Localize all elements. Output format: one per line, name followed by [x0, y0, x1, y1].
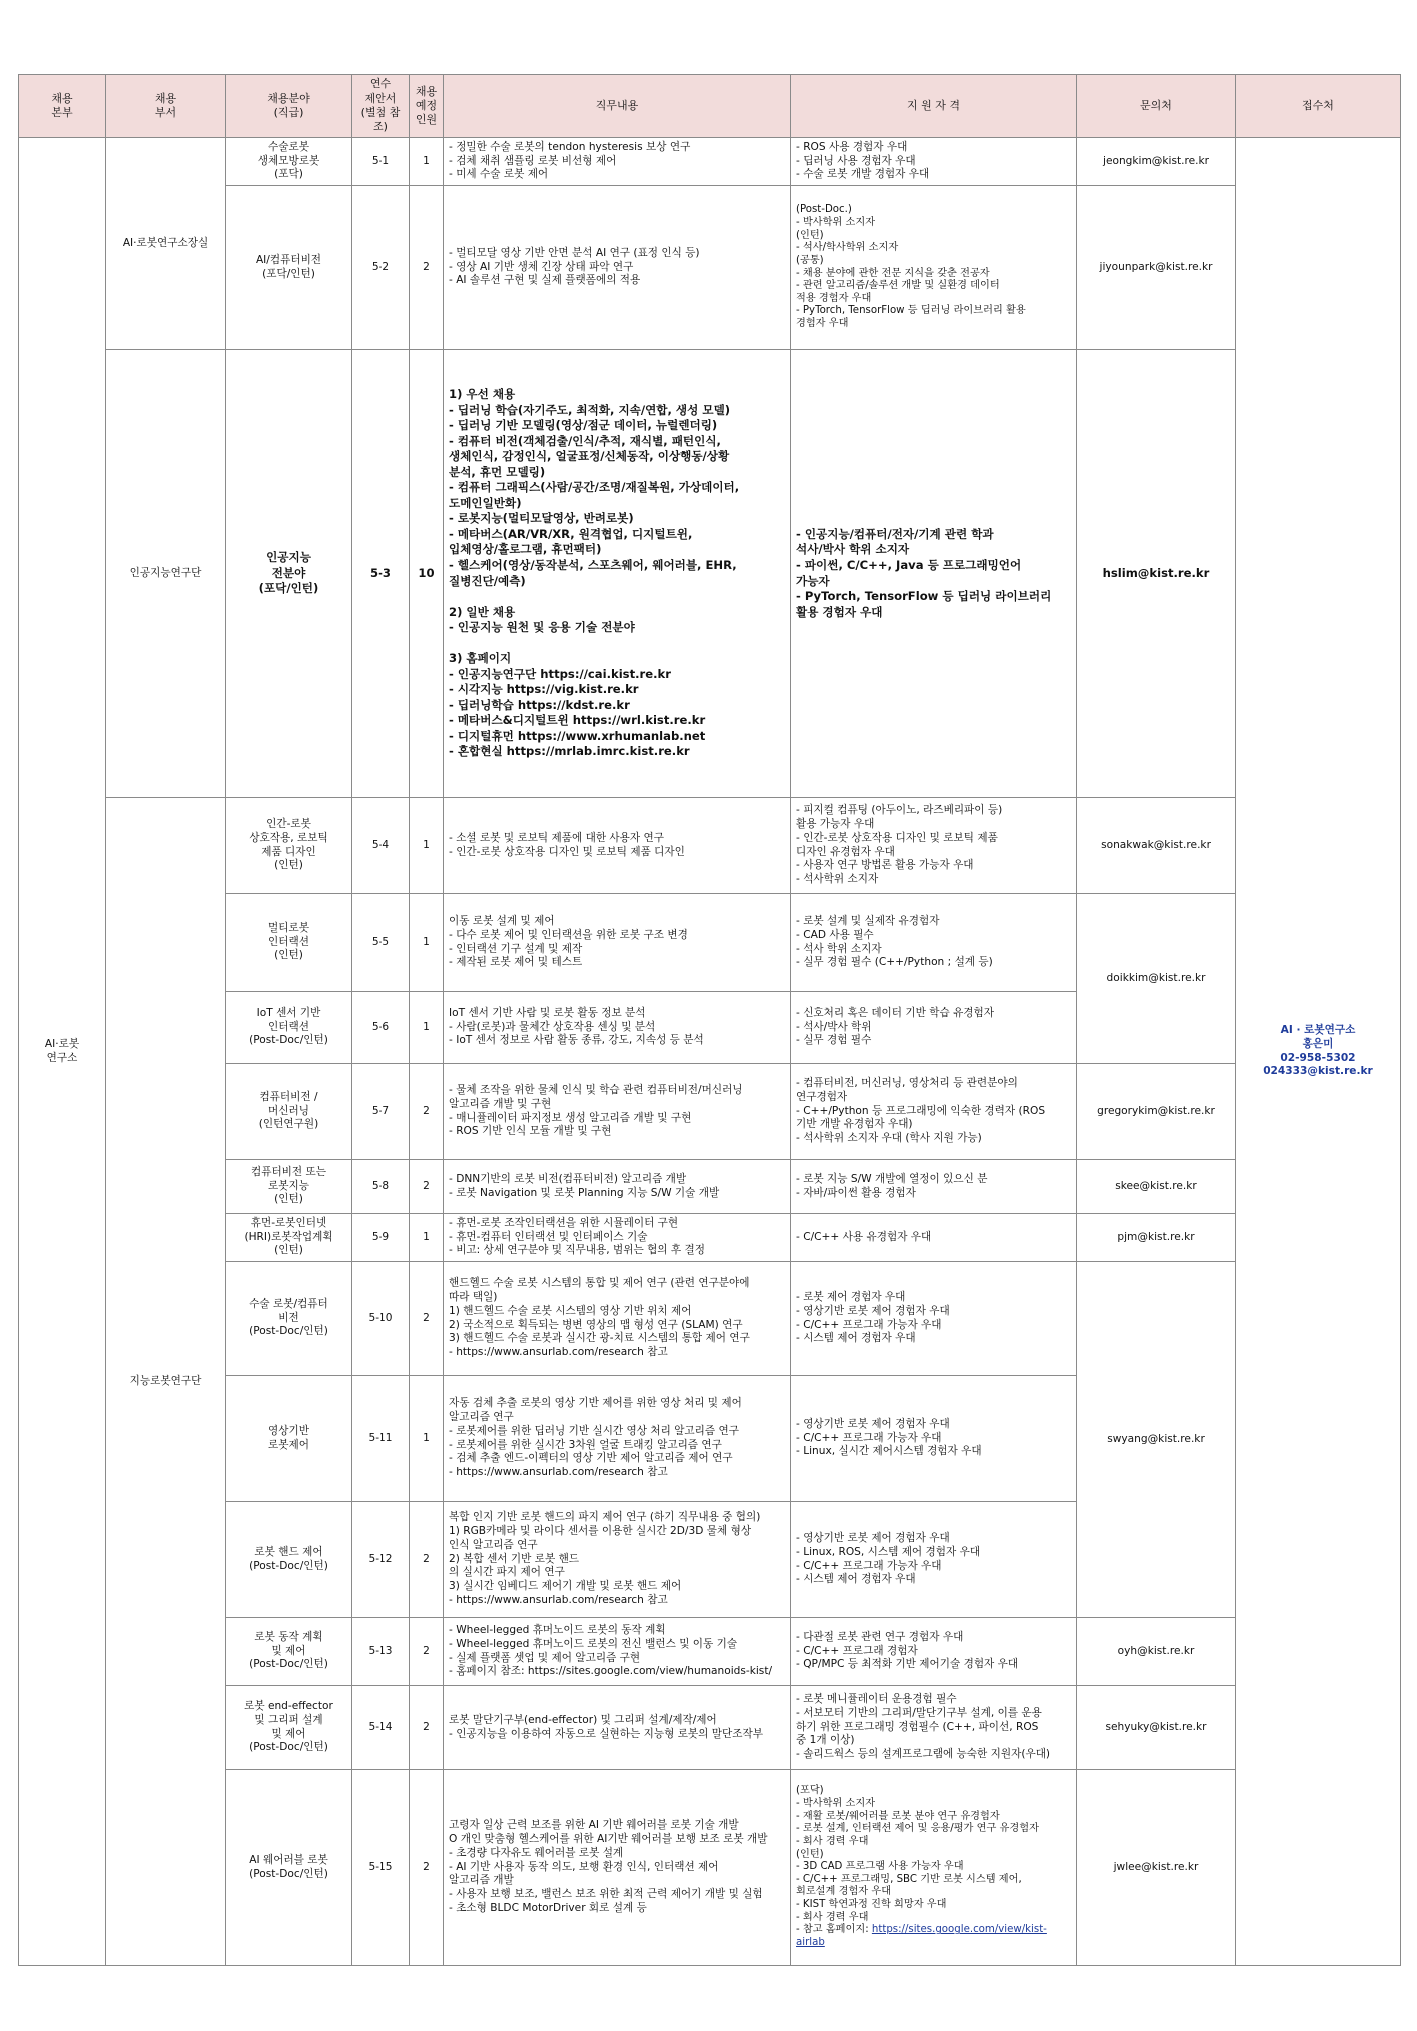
- headcount-cell: 1: [410, 1214, 444, 1262]
- table-row: [19, 1618, 1401, 1686]
- proposal-cell: 5-10: [352, 1262, 410, 1376]
- duties-cell: - 휴먼-로봇 조작인터랙션을 위한 시뮬레이터 구현 - 휴먼-컴퓨터 인터랙션 및 인터페이스 기술 - 비고: 상세 연구분야 및 직무내용, 범위는 협의 후 결정: [444, 1214, 791, 1262]
- qualifications-cell: - 다관절 로봇 관련 연구 경험자 우대 - C/C++ 프로그래 경험자 - QP/MPC 등 최적화 기반 제어기술 경험자 우대: [791, 1618, 1077, 1686]
- field-cell: 로봇 end-effector 및 그리퍼 설계 및 제어 (Post-Doc/인턴): [226, 1686, 352, 1770]
- qualifications-cell: [791, 1770, 1077, 1966]
- proposal-cell: 5-4: [352, 798, 410, 894]
- field-cell: 멀티로봇 인터랙션 (인턴): [226, 894, 352, 992]
- duties-cell: - 소셜 로봇 및 로보틱 제품에 대한 사용자 연구 - 인간-로봇 상호작용 디자인 및 로보틱 제품 디자인: [444, 798, 791, 894]
- header-field: 채용분야 (직급): [226, 75, 352, 138]
- headcount-cell: 2: [410, 1064, 444, 1160]
- table-row: [19, 350, 1401, 798]
- contact-email[interactable]: pjm@kist.re.kr: [1077, 1214, 1236, 1262]
- table-row: [19, 1214, 1401, 1262]
- table-row: [19, 186, 1401, 350]
- qualifications-cell: - 컴퓨터비전, 머신러닝, 영상처리 등 관련분야의 연구경험자 - C++/Python 등 프로그래밍에 익숙한 경력자 (ROS 기반 개발 유경험자 우대) - 석사학위 소지자 우대 (학사 지원 가능): [791, 1064, 1077, 1160]
- headcount-cell: 2: [410, 1160, 444, 1214]
- contact-email[interactable]: swyang@kist.re.kr: [1077, 1262, 1236, 1618]
- header-division: 채용 본부: [19, 75, 106, 138]
- qualifications-cell: - 인공지능/컴퓨터/전자/기계 관련 학과 석사/박사 학위 소지자 - 파이썬, C/C++, Java 등 프로그래밍언어 가능자 - PyTorch, TensorFlow 등 딥러닝 라이브러리 활용 경험자 우대: [791, 350, 1077, 798]
- header-qualifications: 지 원 자 격: [791, 75, 1077, 138]
- field-cell: 컴퓨터비전 / 머신러닝 (인턴연구원): [226, 1064, 352, 1160]
- header-contact: 문의처: [1077, 75, 1236, 138]
- headcount-cell: 1: [410, 1376, 444, 1502]
- header-headcount: 채용 예정 인원: [410, 75, 444, 138]
- headcount-cell: 2: [410, 186, 444, 350]
- table-row: [19, 1262, 1401, 1376]
- table-row: [19, 138, 1401, 186]
- qualifications-cell: - 로봇 제어 경험자 우대 - 영상기반 로봇 제어 경험자 우대 - C/C++ 프로그래 가능자 우대 - 시스템 제어 경험자 우대: [791, 1262, 1077, 1376]
- field-cell: 인간-로봇 상호작용, 로보틱 제품 디자인 (인턴): [226, 798, 352, 894]
- headcount-cell: 1: [410, 894, 444, 992]
- proposal-cell: 5-6: [352, 992, 410, 1064]
- reception-cell[interactable]: AI · 로봇연구소 홍은미 02-958-5302 024333@kist.re.kr: [1236, 138, 1401, 1966]
- proposal-cell: 5-2: [352, 186, 410, 350]
- qualifications-cell: - 영상기반 로봇 제어 경험자 우대 - Linux, ROS, 시스템 제어 경험자 우대 - C/C++ 프로그래 가능자 우대 - 시스템 제어 경험자 우대: [791, 1502, 1077, 1618]
- proposal-cell: 5-14: [352, 1686, 410, 1770]
- table-row: [19, 1770, 1401, 1966]
- headcount-cell: 2: [410, 1686, 444, 1770]
- duties-cell: 핸드헬드 수술 로봇 시스템의 통합 및 제어 연구 (관련 연구분야에 따라 택일) 1) 핸드헬드 수술 로봇 시스템의 영상 기반 위치 제어 2) 국소적으로 획득되는 병변 영상의 맵 형성 연구 (SLAM) 연구 3) 핸드헬드 수술 로봇과 실시간 광-치료 시스템의 통합 제어 연구 - https://www.ansurlab.com/research 참고: [444, 1262, 791, 1376]
- field-cell: 인공지능 전분야 (포닥/인턴): [226, 350, 352, 798]
- headcount-cell: 2: [410, 1618, 444, 1686]
- header-reception: 접수처: [1236, 75, 1401, 138]
- department-cell: AI·로봇연구소장실: [106, 138, 226, 350]
- contact-email[interactable]: hslim@kist.re.kr: [1077, 350, 1236, 798]
- qualifications-cell: - 로봇 지능 S/W 개발에 열정이 있으신 분 - 자바/파이썬 활용 경험자: [791, 1160, 1077, 1214]
- contact-email[interactable]: gregorykim@kist.re.kr: [1077, 1064, 1236, 1160]
- proposal-cell: 5-9: [352, 1214, 410, 1262]
- recruitment-table: [18, 74, 1401, 1966]
- contact-email[interactable]: sehyuky@kist.re.kr: [1077, 1686, 1236, 1770]
- qualifications-cell: - C/C++ 사용 유경험자 우대: [791, 1214, 1077, 1262]
- department-cell: 인공지능연구단: [106, 350, 226, 798]
- homepage-link[interactable]: https://sites.google.com/view/kist-airlab: [796, 1924, 1047, 1949]
- division-cell: AI·로봇 연구소: [19, 138, 106, 1966]
- department-cell: 지능로봇연구단: [106, 798, 226, 1966]
- duties-cell: - Wheel-legged 휴머노이드 로봇의 동작 계획 - Wheel-legged 휴머노이드 로봇의 전신 밸런스 및 이동 기술 - 실제 플랫폼 셋업 및 제어 알고리즘 구현 - 홈페이지 참조: https://sites.google.com/view/humanoids-kist/: [444, 1618, 791, 1686]
- duties-cell: 1) 우선 채용 - 딥러닝 학습(자기주도, 최적화, 지속/연합, 생성 모델) - 딥러닝 기반 모델링(영상/점군 데이터, 뉴럴렌더링) - 컴퓨터 비전(객체검출/인식/추적, 재식별, 패턴인식, 생체인식, 감정인식, 얼굴표정/신체동작, 이상행동/상황 분석, 휴먼 모델링) - 컴퓨터 그래픽스(사람/공간/조명/재질복원, 가상데이터, 도메인일반화) - 로봇지능(멀티모달영상, 반려로봇) - 메타버스(AR/VR/XR, 원격협업, 디지털트윈, 입체영상/홀로그램, 휴먼팩터) - 헬스케어(영상/동작분석, 스포츠웨어, 웨어러블, EHR, 질병진단/예측) 2) 일반 채용 - 인공지능 원천 및 응용 기술 전분야 3) 홈페이지 - 인공지능연구단 https://cai.kist.re.kr - 시각지능 https://vig.kist.re.kr - 딥러닝학습 https://kdst.re.kr - 메타버스&디지털트윈 https://wrl.kist.re.kr - 디지털휴먼 https://www.xrhumanlab.net - 혼합현실 https://mrlab.imrc.kist.re.kr: [444, 350, 791, 798]
- proposal-cell: 5-5: [352, 894, 410, 992]
- proposal-cell: 5-7: [352, 1064, 410, 1160]
- headcount-cell: 2: [410, 1770, 444, 1966]
- contact-email[interactable]: jiyounpark@kist.re.kr: [1077, 186, 1236, 350]
- proposal-cell: 5-3: [352, 350, 410, 798]
- field-cell: 로봇 동작 계획 및 제어 (Post-Doc/인턴): [226, 1618, 352, 1686]
- field-cell: 로봇 핸드 제어 (Post-Doc/인턴): [226, 1502, 352, 1618]
- field-cell: AI/컴퓨터비전 (포닥/인턴): [226, 186, 352, 350]
- headcount-cell: 1: [410, 138, 444, 186]
- header-department: 채용 부서: [106, 75, 226, 138]
- contact-email[interactable]: jwlee@kist.re.kr: [1077, 1770, 1236, 1966]
- duties-cell: 자동 검체 추출 로봇의 영상 기반 제어를 위한 영상 처리 및 제어 알고리즘 연구 - 로봇제어를 위한 딥러닝 기반 실시간 영상 처리 알고리즘 연구 - 로봇제어를 위한 실시간 3차원 얼굴 트래킹 알고리즘 연구 - 검체 추출 엔드-이펙터의 영상 기반 제어 알고리즘 제어 연구 - https://www.ansurlab.com/research 참고: [444, 1376, 791, 1502]
- field-cell: 컴퓨터비전 또는 로봇지능 (인턴): [226, 1160, 352, 1214]
- table-row: [19, 798, 1401, 894]
- field-cell: IoT 센서 기반 인터랙션 (Post-Doc/인턴): [226, 992, 352, 1064]
- headcount-cell: 1: [410, 798, 444, 894]
- headcount-cell: 2: [410, 1502, 444, 1618]
- table-row: [19, 1686, 1401, 1770]
- proposal-cell: 5-13: [352, 1618, 410, 1686]
- contact-email[interactable]: jeongkim@kist.re.kr: [1077, 138, 1236, 186]
- header-proposal: 연수 제안서 (별첨 참조): [352, 75, 410, 138]
- table-row: [19, 1064, 1401, 1160]
- proposal-cell: 5-11: [352, 1376, 410, 1502]
- field-cell: 수술로봇 생체모방로봇 (포닥): [226, 138, 352, 186]
- header-duties: 직무내용: [444, 75, 791, 138]
- duties-cell: - 정밀한 수술 로봇의 tendon hysteresis 보상 연구 - 검체 채취 샘플링 로봇 비선형 제어 - 미세 수술 로봇 제어: [444, 138, 791, 186]
- proposal-cell: 5-15: [352, 1770, 410, 1966]
- duties-cell: 복합 인지 기반 로봇 핸드의 파지 제어 연구 (하기 직무내용 중 협의) 1) RGB카메라 및 라이다 센서를 이용한 실시간 2D/3D 물체 형상 인식 알고리즘 연구 2) 복합 센서 기반 로봇 핸드 의 실시간 파지 제어 연구 3) 실시간 임베디드 제어기 개발 및 로봇 핸드 제어 - https://www.ansurlab.com/research 참고: [444, 1502, 791, 1618]
- qualifications-text: (포닥) - 박사학위 소지자 - 재활 로봇/웨어러블 로봇 분야 연구 유경험자 - 로봇 설계, 인터랙션 제어 및 응용/평가 연구 유경험자 - 회사 경력 우대 (인턴) - 3D CAD 프로그램 사용 가능자 우대 - C/C++ 프로그래밍, SBC 기반 로봇 시스템 제어, 회로설계 경험자 우대 - KIST 학연과정 진학 희망자 우대 - 회사 경력 우대 - 참고 홈페이지:: [796, 1785, 1039, 1936]
- qualifications-cell: - ROS 사용 경험자 우대 - 딥러닝 사용 경험자 우대 - 수술 로봇 개발 경험자 우대: [791, 138, 1077, 186]
- field-cell: AI 웨어러블 로봇 (Post-Doc/인턴): [226, 1770, 352, 1966]
- field-cell: 수술 로봇/컴퓨터 비전 (Post-Doc/인턴): [226, 1262, 352, 1376]
- headcount-cell: 10: [410, 350, 444, 798]
- duties-cell: 로봇 말단기구부(end-effector) 및 그리퍼 설계/제작/제어 - 인공지능을 이용하여 자동으로 실현하는 지능형 로봇의 말단조작부: [444, 1686, 791, 1770]
- proposal-cell: 5-12: [352, 1502, 410, 1618]
- field-cell: 영상기반 로봇제어: [226, 1376, 352, 1502]
- duties-cell: - DNN기반의 로봇 비전(컴퓨터비전) 알고리즘 개발 - 로봇 Navigation 및 로봇 Planning 지능 S/W 기술 개발: [444, 1160, 791, 1214]
- headcount-cell: 2: [410, 1262, 444, 1376]
- table-row: [19, 894, 1401, 992]
- contact-email[interactable]: skee@kist.re.kr: [1077, 1160, 1236, 1214]
- field-cell: 휴먼-로봇인터넷 (HRI)로봇작업계획 (인턴): [226, 1214, 352, 1262]
- contact-email[interactable]: doikkim@kist.re.kr: [1077, 894, 1236, 1064]
- proposal-cell: 5-1: [352, 138, 410, 186]
- qualifications-cell: (Post-Doc.) - 박사학위 소지자 (인턴) - 석사/학사학위 소지자 (공통) - 채용 분야에 관한 전문 지식을 갖춘 전공자 - 관련 알고리즘/솔루션 개발 및 실환경 데이터 적용 경험자 우대 - PyTorch, TensorFlow 등 딥러닝 라이브러리 활용 경험자 우대: [791, 186, 1077, 350]
- duties-cell: 이동 로봇 설계 및 제어 - 다수 로봇 제어 및 인터랙션을 위한 로봇 구조 변경 - 인터랙션 기구 설계 및 제작 - 제작된 로봇 제어 및 테스트: [444, 894, 791, 992]
- qualifications-cell: - 신호처리 혹은 데이터 기반 학습 유경험자 - 석사/박사 학위 - 실무 경험 필수: [791, 992, 1077, 1064]
- headcount-cell: 1: [410, 992, 444, 1064]
- contact-email[interactable]: sonakwak@kist.re.kr: [1077, 798, 1236, 894]
- table-row: [19, 1160, 1401, 1214]
- qualifications-cell: - 로봇 설계 및 실제작 유경험자 - CAD 사용 필수 - 석사 학위 소지자 - 실무 경험 필수 (C++/Python ; 설계 등): [791, 894, 1077, 992]
- duties-cell: - 물체 조작을 위한 물체 인식 및 학습 관련 컴퓨터비전/머신러닝 알고리즘 개발 및 구현 - 매니퓰레이터 파지정보 생성 알고리즘 개발 및 구현 - ROS 기반 인식 모듈 개발 및 구현: [444, 1064, 791, 1160]
- contact-email[interactable]: oyh@kist.re.kr: [1077, 1618, 1236, 1686]
- proposal-cell: 5-8: [352, 1160, 410, 1214]
- duties-cell: - 멀티모달 영상 기반 안면 분석 AI 연구 (표정 인식 등) - 영상 AI 기반 생체 긴장 상태 파악 연구 - AI 솔루션 구현 및 실제 플랫폼에의 적용: [444, 186, 791, 350]
- qualifications-cell: - 로봇 메니퓰레이터 운용경험 필수 - 서보모터 기반의 그리퍼/말단기구부 설계, 이를 운용 하기 위한 프로그래밍 경험필수 (C++, 파이선, ROS 중 1개 이상) - 솔리드웍스 등의 설계프로그램에 능숙한 지원자(우대): [791, 1686, 1077, 1770]
- qualifications-cell: - 영상기반 로봇 제어 경험자 우대 - C/C++ 프로그래 가능자 우대 - Linux, 실시간 제어시스템 경험자 우대: [791, 1376, 1077, 1502]
- qualifications-cell: - 피지컬 컴퓨팅 (아두이노, 라즈베리파이 등) 활용 가능자 우대 - 인간-로봇 상호작용 디자인 및 로보틱 제품 디자인 유경험자 우대 - 사용자 연구 방법론 활용 가능자 우대 - 석사학위 소지자: [791, 798, 1077, 894]
- header-row: [19, 75, 1401, 138]
- duties-cell: 고령자 일상 근력 보조를 위한 AI 기반 웨어러블 로봇 기술 개발 O 개인 맞춤형 헬스케어를 위한 AI기반 웨어러블 보행 보조 로봇 개발 - 초경량 다자유도 웨어러블 로봇 설계 - AI 기반 사용자 동작 의도, 보행 환경 인식, 인터랙션 제어 알고리즘 개발 - 사용자 보행 보조, 밸런스 보조 위한 최적 근력 제어기 개발 및 실험 - 초소형 BLDC MotorDriver 회로 설계 등: [444, 1770, 791, 1966]
- duties-cell: IoT 센서 기반 사람 및 로봇 활동 정보 분석 - 사람(로봇)과 물체간 상호작용 센싱 및 분석 - IoT 센서 정보로 사람 활동 종류, 강도, 지속성 등 분석: [444, 992, 791, 1064]
